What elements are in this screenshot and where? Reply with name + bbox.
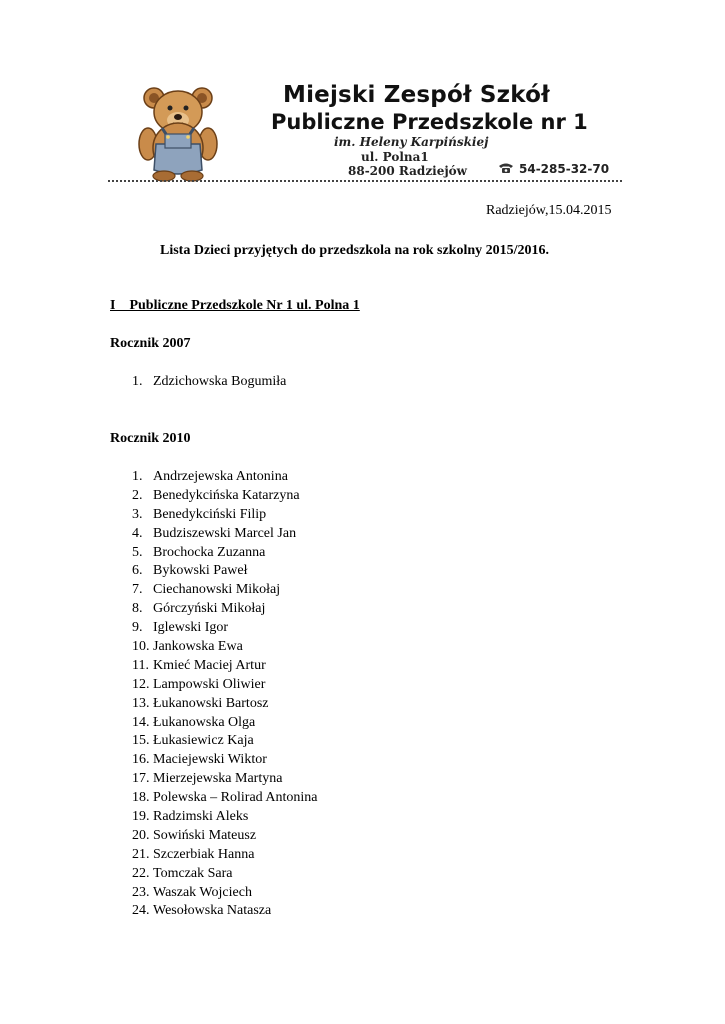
list-item-number: 3. — [132, 506, 143, 522]
list-item — [132, 581, 318, 600]
child-name: Jankowska Ewa — [153, 639, 243, 655]
place-date: Radziejów,15.04.2015 — [486, 203, 612, 218]
list-item-number: 12. — [132, 676, 150, 692]
list-item — [132, 751, 318, 770]
child-name: Tomczak Sara — [153, 865, 233, 881]
list-item-number: 24. — [132, 903, 150, 919]
list-item-number: 6. — [132, 563, 143, 579]
child-name: Wesołowska Natasza — [153, 903, 272, 919]
city-address: 88-200 Radziejów — [348, 164, 468, 178]
list-item-number: 16. — [132, 752, 150, 768]
list-item — [132, 600, 318, 619]
document-title: Lista Dzieci przyjętych do przedszkola na rok szkolny 2015/2016. — [160, 243, 550, 258]
child-name: Waszak Wojciech — [153, 884, 252, 900]
child-name: Zdzichowska Bogumiła — [153, 374, 287, 389]
list-item — [132, 506, 318, 525]
list-item-number: 4. — [132, 525, 143, 541]
child-name: Bykowski Paweł — [153, 563, 248, 579]
list-item-number: 9. — [132, 620, 143, 636]
child-name: Andrzejewska Antonina — [153, 469, 288, 484]
children-list — [132, 373, 286, 392]
list-item — [132, 676, 318, 695]
list-item — [132, 562, 318, 581]
list-item-number: 7. — [132, 582, 143, 598]
child-name: Iglewski Igor — [153, 620, 229, 636]
list-item — [132, 732, 318, 751]
list-item — [132, 468, 318, 487]
list-item — [132, 373, 286, 392]
list-item — [132, 487, 318, 506]
teddy-bear-icon — [136, 84, 220, 182]
list-item-number: 21. — [132, 846, 150, 862]
list-item — [132, 544, 318, 563]
child-name: Łukanowska Olga — [153, 714, 256, 730]
list-item — [132, 789, 318, 808]
list-item — [132, 827, 318, 846]
list-item — [132, 619, 318, 638]
phone-number: 54-285-32-70 — [519, 162, 610, 176]
list-item-number: 8. — [132, 601, 143, 617]
phone-number-line — [498, 162, 609, 176]
list-item-number: 14. — [132, 714, 150, 730]
list-item — [132, 695, 318, 714]
list-item-number: 22. — [132, 865, 150, 881]
list-item — [132, 657, 318, 676]
child-name: Radzimski Aleks — [153, 809, 249, 825]
school-name: Miejski Zespół Szkół — [283, 82, 550, 108]
kindergarten-name: Publiczne Przedszkole nr 1 — [271, 110, 588, 134]
list-item-number: 23. — [132, 884, 150, 900]
letterhead — [108, 78, 622, 186]
list-item — [132, 770, 318, 789]
child-name: Brochocka Zuzanna — [153, 544, 266, 560]
child-name: Benedykciński Filip — [153, 506, 267, 522]
child-name: Łukanowski Bartosz — [153, 695, 269, 711]
list-item-number: 11. — [132, 657, 149, 673]
letterhead-divider — [108, 180, 622, 182]
list-item-number: 5. — [132, 544, 143, 560]
list-item — [132, 808, 318, 827]
telephone-icon — [498, 162, 514, 174]
child-name: Górczyński Mikołaj — [153, 601, 266, 617]
child-name: Kmieć Maciej Artur — [153, 657, 266, 673]
group-heading: Rocznik 2010 — [110, 431, 191, 446]
list-item-number: 19. — [132, 809, 150, 825]
child-name: Maciejewski Wiktor — [153, 752, 267, 768]
list-item — [132, 902, 318, 921]
child-name: Ciechanowski Mikołaj — [153, 582, 281, 598]
list-item-number: 10. — [132, 639, 150, 655]
children-list — [132, 468, 318, 921]
list-item — [132, 865, 318, 884]
street-address: ul. Polna1 — [361, 150, 429, 164]
child-name: Lampowski Oliwier — [153, 676, 266, 692]
list-item — [132, 884, 318, 903]
list-item — [132, 525, 318, 544]
list-item-number: 13. — [132, 695, 150, 711]
list-item-number: 2. — [132, 487, 143, 503]
section-heading: I Publiczne Przedszkole Nr 1 ul. Polna 1 — [110, 298, 360, 313]
list-item — [132, 846, 318, 865]
list-item-number: 20. — [132, 827, 150, 843]
child-name: Szczerbiak Hanna — [153, 846, 255, 862]
list-item-number: 1. — [132, 469, 143, 484]
child-name: Polewska – Rolirad Antonina — [153, 790, 318, 806]
list-item-number: 15. — [132, 733, 150, 749]
list-item-number: 18. — [132, 790, 150, 806]
child-name: Łukasiewicz Kaja — [153, 733, 254, 749]
child-name: Mierzejewska Martyna — [153, 771, 283, 787]
list-item-number: 17. — [132, 771, 150, 787]
list-item-number: 1. — [132, 374, 143, 389]
child-name: Budziszewski Marcel Jan — [153, 525, 297, 541]
list-item — [132, 714, 318, 733]
child-name: Sowiński Mateusz — [153, 827, 257, 843]
patron-name: im. Heleny Karpińskiej — [334, 135, 489, 149]
group-heading: Rocznik 2007 — [110, 336, 191, 351]
child-name: Benedykcińska Katarzyna — [153, 487, 300, 503]
list-item — [132, 638, 318, 657]
